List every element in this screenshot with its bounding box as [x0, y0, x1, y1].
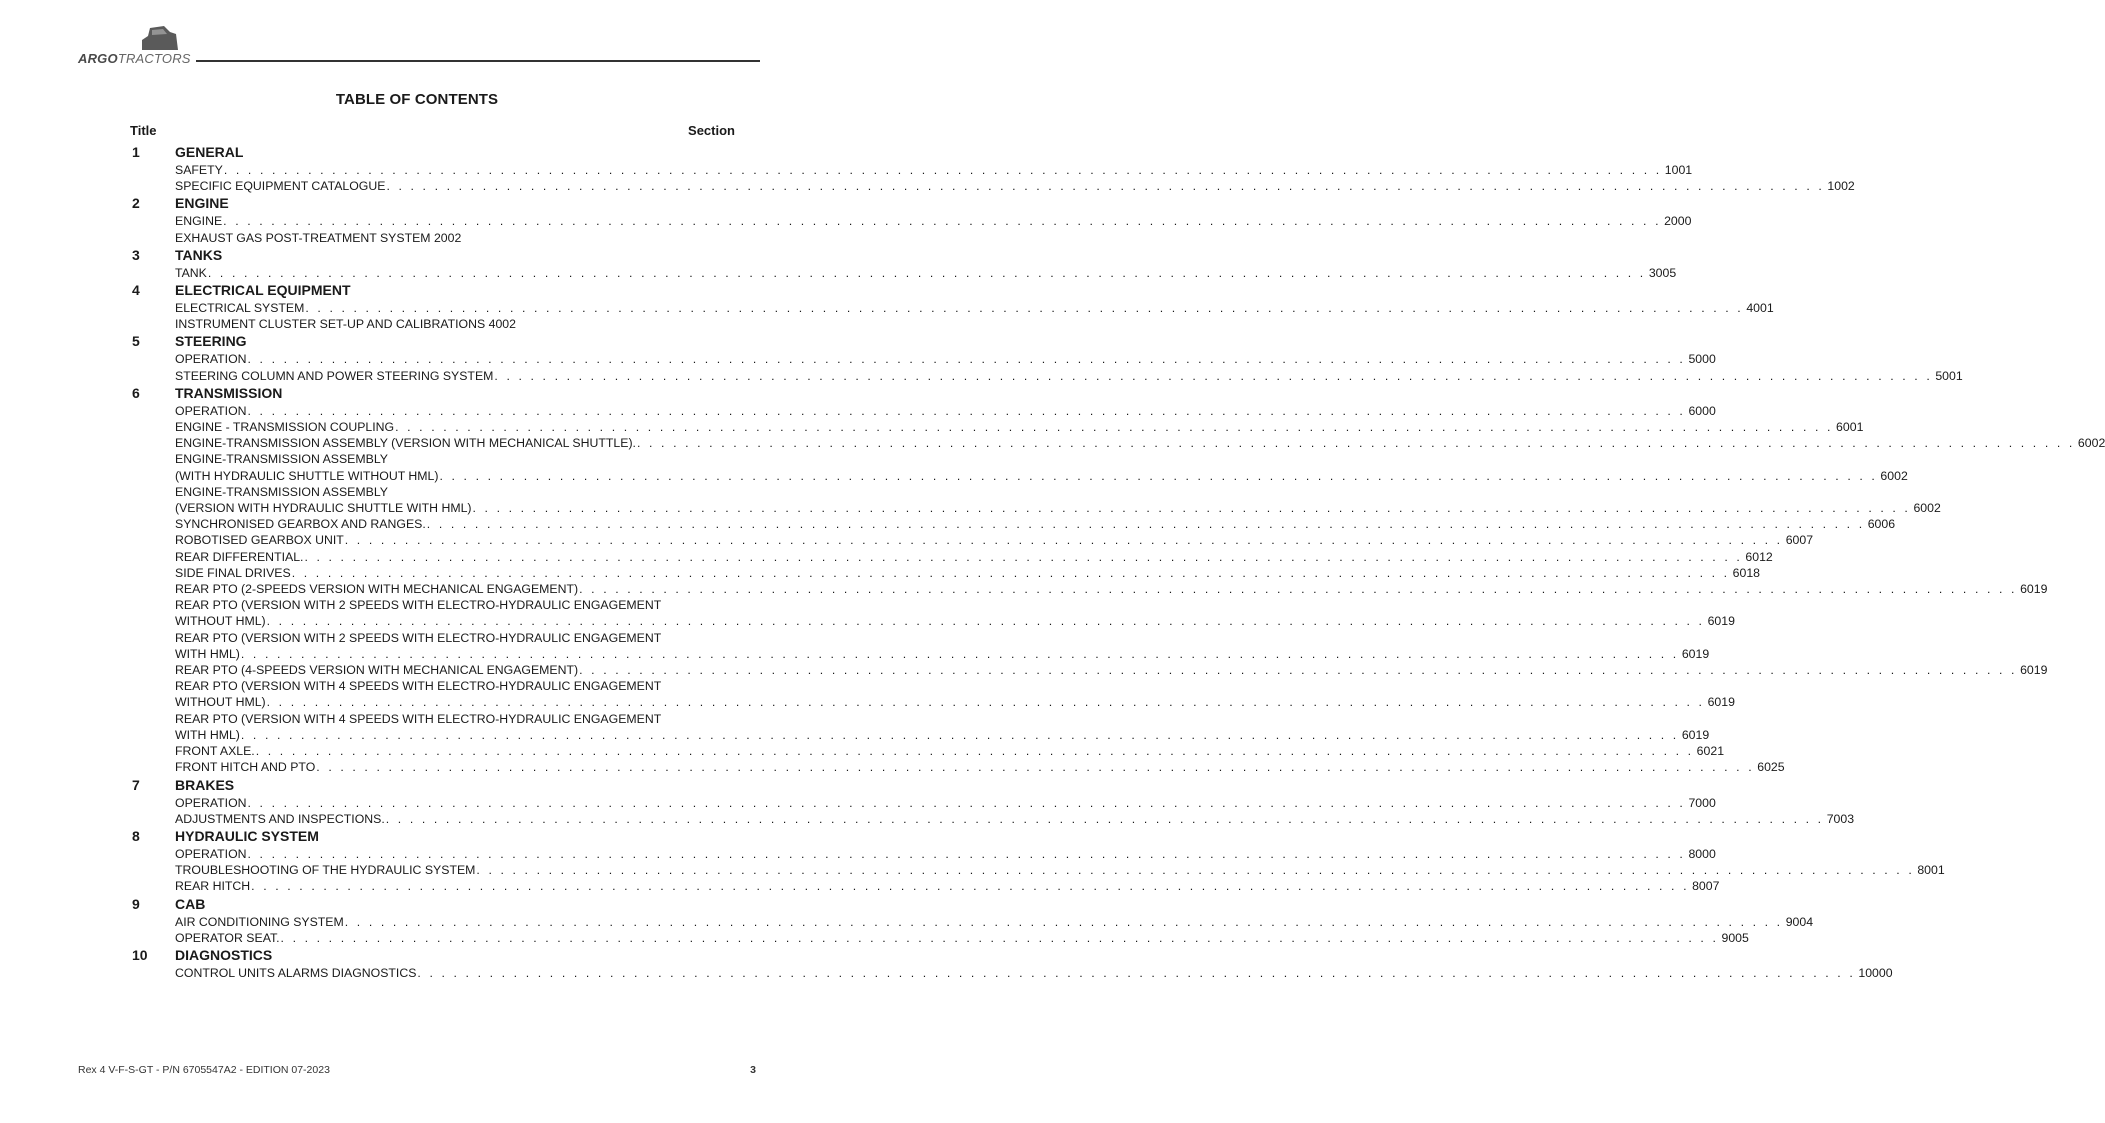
toc-chapter: [130, 776, 1855, 827]
dot-leader: . . . . . . . . . . . . . . . . . . . . . . . . . . . . . . . . . . . . . . . . . . . . . . . . . . . . . . . . . . . . . . . . . . . . . . . . . . . . . . . . . . . . . . . . . . . . . . . . . . . . . . . . . . . . . . . . . . . . . . . .: [636, 436, 2075, 451]
chapter-number: 10: [132, 946, 148, 963]
dot-leader: . . . . . . . . . . . . . . . . . . . . . . . . . . . . . . . . . . . . . . . . . . . . . . . . . . . . . . . . . . . . . . . . . . . . . . . . . . . . . . . . . . . . . . . . . . . . . . . . . . . . . . . . . . . . . . . . . . . . . . . .: [386, 179, 1825, 194]
entry-section-number: 6019: [1707, 614, 1735, 629]
tractor-logo-icon: [136, 22, 180, 52]
toc-entry[interactable]: [175, 743, 1725, 759]
entry-section-number: 6019: [1707, 695, 1735, 710]
chapter-number: 4: [132, 282, 140, 299]
entry-section-number: 6019: [2020, 663, 2048, 678]
entry-text: ENGINE-TRANSMISSION ASSEMBLY (VERSION WITH MECHANICAL SHUTTLE).: [175, 436, 636, 451]
entry-section-number: 6002: [1880, 468, 1908, 483]
dot-leader: . . . . . . . . . . . . . . . . . . . . . . . . . . . . . . . . . . . . . . . . . . . . . . . . . . . . . . . . . . . . . . . . . . . . . . . . . . . . . . . . . . . . . . . . . . . . . . . . . . . . . . . . . . . . . . . . . . . . . . . .: [291, 565, 1730, 580]
entry-text: ADJUSTMENTS AND INSPECTIONS.: [175, 811, 385, 826]
entry-text: ELECTRICAL SYSTEM: [175, 301, 305, 316]
toc-entry[interactable]: [175, 914, 1814, 930]
dot-leader: . . . . . . . . . . . . . . . . . . . . . . . . . . . . . . . . . . . . . . . . . . . . . . . . . . . . . . . . . . . . . . . . . . . . . . . . . . . . . . . . . . . . . . . . . . . . . . . . . . . . . . . . . . . . . . . . . . . . . . . .: [316, 760, 1755, 775]
chapter-title[interactable]: HYDRAULIC SYSTEM: [175, 827, 319, 844]
entry-section-number: 6002: [2077, 436, 2105, 451]
toc-entry[interactable]: [175, 300, 1774, 316]
entry-text: FRONT HITCH AND PTO: [175, 760, 316, 775]
toc-entry[interactable]: [175, 451, 1908, 483]
toc-entry[interactable]: [175, 630, 1710, 662]
dot-leader: . . . . . . . . . . . . . . . . . . . . . . . . . . . . . . . . . . . . . . . . . . . . . . . . . . . . . . . . . . . . . . . . . . . . . . . . . . . . . . . . . . . . . . . . . . . . . . . . . . . . . . . . . . . . . . . . . . . . . . . .: [280, 930, 1719, 945]
entry-text: ROBOTISED GEARBOX UNIT: [175, 533, 344, 548]
column-header-section: Section: [688, 123, 735, 138]
toc-entry[interactable]: [175, 368, 1963, 384]
entry-text: REAR PTO (VERSION WITH 2 SPEEDS WITH ELECTRO-HYDRAULIC ENGAGEMENT: [175, 598, 662, 613]
entry-section-number: 6000: [1688, 403, 1716, 418]
entry-text: INSTRUMENT CLUSTER SET-UP AND CALIBRATIONS 4002: [175, 317, 516, 332]
dot-leader: . . . . . . . . . . . . . . . . . . . . . . . . . . . . . . . . . . . . . . . . . . . . . . . . . . . . . . . . . . . . . . . . . . . . . . . . . . . . . . . . . . . . . . . . . . . . . . . . . . . . . . . . . . . . . . . . . . . . . . . .: [476, 863, 1915, 878]
toc-entry[interactable]: [175, 862, 1945, 878]
dot-leader: . . . . . . . . . . . . . . . . . . . . . . . . . . . . . . . . . . . . . . . . . . . . . . . . . . . . . . . . . . . . . . . . . . . . . . . . . . . . . . . . . . . . . . . . . . . . . . . . . . . . . . . . . . . . . . . . . . . . . . . .: [223, 214, 1662, 229]
dot-leader: . . . . . . . . . . . . . . . . . . . . . . . . . . . . . . . . . . . . . . . . . . . . . . . . . . . . . . . . . . . . . . . . . . . . . . . . . . . . . . . . . . . . . . . . . . . . . . . . . . . . . . . . . . . . . . . . . . . . . . . .: [304, 549, 1743, 564]
toc-entry[interactable]: [175, 759, 1785, 775]
entry-section-number: 6019: [2020, 582, 2048, 597]
header-rule: [196, 60, 760, 62]
entry-section-number: 8001: [1917, 863, 1945, 878]
chapter-title[interactable]: TANKS: [175, 246, 223, 263]
chapter-title[interactable]: ENGINE: [175, 195, 229, 212]
toc-entry[interactable]: [175, 581, 2048, 597]
dot-leader: . . . . . . . . . . . . . . . . . . . . . . . . . . . . . . . . . . . . . . . . . . . . . . . . . . . . . . . . . . . . . . . . . . . . . . . . . . . . . . . . . . . . . . . . . . . . . . . . . . . . . . . . . . . . . . . . . . . . . . . .: [247, 352, 1686, 367]
chapter-number: 8: [132, 827, 140, 844]
toc-entry[interactable]: [175, 597, 1735, 629]
chapter-title[interactable]: ELECTRICAL EQUIPMENT: [175, 282, 351, 299]
chapter-number: 5: [132, 333, 140, 350]
toc-chapter: [130, 332, 1963, 383]
dot-leader: . . . . . . . . . . . . . . . . . . . . . . . . . . . . . . . . . . . . . . . . . . . . . . . . . . . . . . . . . . . . . . . . . . . . . . . . . . . . . . . . . . . . . . . . . . . . . . . . . . . . . . . . . . . . . . . . . . . . . . . .: [251, 879, 1690, 894]
toc-entry[interactable]: [175, 484, 1941, 516]
entry-section-number: 6012: [1745, 549, 1773, 564]
entry-section-number: 8000: [1688, 846, 1716, 861]
brand-bold: ARGO: [78, 51, 118, 66]
chapter-title[interactable]: TRANSMISSION: [175, 384, 283, 401]
entry-section-number: 6007: [1785, 533, 1814, 548]
entry-text: CONTROL UNITS ALARMS DIAGNOSTICS: [175, 965, 417, 980]
toc-chapter: [130, 246, 1677, 281]
toc-entry[interactable]: [175, 316, 735, 332]
toc-entry[interactable]: [175, 265, 1677, 281]
dot-leader: . . . . . . . . . . . . . . . . . . . . . . . . . . . . . . . . . . . . . . . . . . . . . . . . . . . . . . . . . . . . . . . . . . . . . . . . . . . . . . . . . . . . . . . . . . . . . . . . . . . . . . . . . . . . . . . . . . . . . . . .: [266, 614, 1705, 629]
chapter-number: 9: [132, 895, 140, 912]
chapter-number: 3: [132, 246, 140, 263]
dot-leader: . . . . . . . . . . . . . . . . . . . . . . . . . . . . . . . . . . . . . . . . . . . . . . . . . . . . . . . . . . . . . . . . . . . . . . . . . . . . . . . . . . . . . . . . . . . . . . . . . . . . . . . . . . . . . . . . . . . . . . . .: [255, 744, 1694, 759]
toc-list: [130, 143, 2105, 981]
dot-leader: . . . . . . . . . . . . . . . . . . . . . . . . . . . . . . . . . . . . . . . . . . . . . . . . . . . . . . . . . . . . . . . . . . . . . . . . . . . . . . . . . . . . . . . . . . . . . . . . . . . . . . . . . . . . . . . . . . . . . . . .: [223, 163, 1662, 177]
entry-section-number: 6001: [1836, 420, 1864, 435]
chapter-title[interactable]: CAB: [175, 895, 206, 912]
entry-section-number: 9005: [1721, 930, 1749, 945]
entry-section-number: 7000: [1688, 795, 1716, 810]
dot-leader: . . . . . . . . . . . . . . . . . . . . . . . . . . . . . . . . . . . . . . . . . . . . . . . . . . . . . . . . . . . . . . . . . . . . . . . . . . . . . . . . . . . . . . . . . . . . . . . . . . . . . . . . . . . . . . . . . . . . . . . .: [207, 265, 1646, 280]
entry-section-number: 10000: [1858, 965, 1893, 980]
dot-leader: . . . . . . . . . . . . . . . . . . . . . . . . . . . . . . . . . . . . . . . . . . . . . . . . . . . . . . . . . . . . . . . . . . . . . . . . . . . . . . . . . . . . . . . . . . . . . . . . . . . . . . . . . . . . . . . . . . . . . . . .: [494, 368, 1933, 383]
dot-leader: . . . . . . . . . . . . . . . . . . . . . . . . . . . . . . . . . . . . . . . . . . . . . . . . . . . . . . . . . . . . . . . . . . . . . . . . . . . . . . . . . . . . . . . . . . . . . . . . . . . . . . . . . . . . . . . . . . . . . . . .: [385, 811, 1824, 826]
dot-leader: . . . . . . . . . . . . . . . . . . . . . . . . . . . . . . . . . . . . . . . . . . . . . . . . . . . . . . . . . . . . . . . . . . . . . . . . . . . . . . . . . . . . . . . . . . . . . . . . . . . . . . . . . . . . . . . . . . . . . . . .: [266, 695, 1705, 710]
entry-section-number: 4001: [1746, 301, 1774, 316]
chapter-title[interactable]: GENERAL: [175, 144, 244, 160]
dot-leader: . . . . . . . . . . . . . . . . . . . . . . . . . . . . . . . . . . . . . . . . . . . . . . . . . . . . . . . . . . . . . . . . . . . . . . . . . . . . . . . . . . . . . . . . . . . . . . . . . . . . . . . . . . . . . . . . . . . . . . . .: [344, 533, 1783, 548]
chapter-number: 2: [132, 195, 140, 212]
entry-text: REAR PTO (VERSION WITH 2 SPEEDS WITH ELECTRO-HYDRAULIC ENGAGEMENT: [175, 630, 662, 645]
toc-entry[interactable]: [175, 795, 1716, 811]
entry-section-number: 6019: [1681, 646, 1710, 661]
dot-leader: . . . . . . . . . . . . . . . . . . . . . . . . . . . . . . . . . . . . . . . . . . . . . . . . . . . . . . . . . . . . . . . . . . . . . . . . . . . . . . . . . . . . . . . . . . . . . . . . . . . . . . . . . . . . . . . . . . . . . . . .: [472, 501, 1911, 516]
entry-text: ENGINE - TRANSMISSION COUPLING: [175, 420, 395, 435]
toc-entry[interactable]: [175, 178, 1855, 194]
toc-chapter: [130, 194, 1692, 245]
toc-entry[interactable]: [175, 549, 1773, 565]
chapter-title[interactable]: DIAGNOSTICS: [175, 946, 273, 963]
dot-leader: . . . . . . . . . . . . . . . . . . . . . . . . . . . . . . . . . . . . . . . . . . . . . . . . . . . . . . . . . . . . . . . . . . . . . . . . . . . . . . . . . . . . . . . . . . . . . . . . . . . . . . . . . . . . . . . . . . . . . . . .: [439, 468, 1878, 483]
entry-text: WITHOUT HML): [175, 614, 266, 629]
entry-text: EXHAUST GAS POST-TREATMENT SYSTEM 2002: [175, 230, 462, 245]
footer-page-number: 3: [750, 1064, 756, 1076]
toc-entry[interactable]: [175, 213, 1692, 229]
entry-text: REAR PTO (VERSION WITH 4 SPEEDS WITH ELECTRO-HYDRAULIC ENGAGEMENT: [175, 679, 662, 694]
entry-text: REAR PTO (VERSION WITH 4 SPEEDS WITH ELECTRO-HYDRAULIC ENGAGEMENT: [175, 711, 662, 726]
dot-leader: . . . . . . . . . . . . . . . . . . . . . . . . . . . . . . . . . . . . . . . . . . . . . . . . . . . . . . . . . . . . . . . . . . . . . . . . . . . . . . . . . . . . . . . . . . . . . . . . . . . . . . . . . . . . . . . . . . . . . . . .: [240, 727, 1679, 742]
entry-text: SAFETY: [175, 163, 223, 177]
dot-leader: . . . . . . . . . . . . . . . . . . . . . . . . . . . . . . . . . . . . . . . . . . . . . . . . . . . . . . . . . . . . . . . . . . . . . . . . . . . . . . . . . . . . . . . . . . . . . . . . . . . . . . . . . . . . . . . . . . . . . . . .: [417, 965, 1856, 980]
dot-leader: . . . . . . . . . . . . . . . . . . . . . . . . . . . . . . . . . . . . . . . . . . . . . . . . . . . . . . . . . . . . . . . . . . . . . . . . . . . . . . . . . . . . . . . . . . . . . . . . . . . . . . . . . . . . . . . . . . . . . . . .: [247, 403, 1686, 418]
entry-text: WITH HML): [175, 646, 240, 661]
column-header-title: Title: [130, 123, 157, 138]
entry-text: OPERATION: [175, 795, 247, 810]
toc-entry[interactable]: [175, 711, 1710, 743]
entry-text: (VERSION WITH HYDRAULIC SHUTTLE WITH HML): [175, 501, 472, 516]
entry-section-number: 7003: [1826, 811, 1855, 826]
entry-section-number: 6002: [1913, 501, 1941, 516]
entry-section-number: 1002: [1827, 179, 1855, 194]
toc-entry[interactable]: [175, 403, 1716, 419]
chapter-number: 6: [132, 384, 140, 401]
toc-chapter: [130, 946, 1893, 981]
dot-leader: . . . . . . . . . . . . . . . . . . . . . . . . . . . . . . . . . . . . . . . . . . . . . . . . . . . . . . . . . . . . . . . . . . . . . . . . . . . . . . . . . . . . . . . . . . . . . . . . . . . . . . . . . . . . . . . . . . . . . . . .: [395, 420, 1834, 435]
entry-text: OPERATION: [175, 403, 247, 418]
entry-text: REAR PTO (2-SPEEDS VERSION WITH MECHANICAL ENGAGEMENT): [175, 582, 579, 597]
entry-section-number: 3005: [1648, 265, 1677, 280]
dot-leader: . . . . . . . . . . . . . . . . . . . . . . . . . . . . . . . . . . . . . . . . . . . . . . . . . . . . . . . . . . . . . . . . . . . . . . . . . . . . . . . . . . . . . . . . . . . . . . . . . . . . . . . . . . . . . . . . . . . . . . . .: [247, 846, 1686, 861]
entry-text: REAR DIFFERENTIAL.: [175, 549, 304, 564]
dot-leader: . . . . . . . . . . . . . . . . . . . . . . . . . . . . . . . . . . . . . . . . . . . . . . . . . . . . . . . . . . . . . . . . . . . . . . . . . . . . . . . . . . . . . . . . . . . . . . . . . . . . . . . . . . . . . . . . . . . . . . . .: [579, 582, 2018, 597]
entry-text: WITHOUT HML): [175, 695, 266, 710]
toc-entry[interactable]: [175, 162, 1693, 178]
entry-text: REAR HITCH: [175, 879, 251, 894]
entry-section-number: 6025: [1757, 760, 1785, 775]
dot-leader: . . . . . . . . . . . . . . . . . . . . . . . . . . . . . . . . . . . . . . . . . . . . . . . . . . . . . . . . . . . . . . . . . . . . . . . . . . . . . . . . . . . . . . . . . . . . . . . . . . . . . . . . . . . . . . . . . . . . . . . .: [305, 301, 1744, 316]
chapter-number: 1: [132, 144, 140, 160]
dot-leader: . . . . . . . . . . . . . . . . . . . . . . . . . . . . . . . . . . . . . . . . . . . . . . . . . . . . . . . . . . . . . . . . . . . . . . . . . . . . . . . . . . . . . . . . . . . . . . . . . . . . . . . . . . . . . . . . . . . . . . . .: [344, 914, 1783, 929]
entry-section-number: 9004: [1785, 914, 1814, 929]
toc-chapter: [130, 384, 2105, 776]
dot-leader: . . . . . . . . . . . . . . . . . . . . . . . . . . . . . . . . . . . . . . . . . . . . . . . . . . . . . . . . . . . . . . . . . . . . . . . . . . . . . . . . . . . . . . . . . . . . . . . . . . . . . . . . . . . . . . . . . . . . . . . .: [247, 795, 1686, 810]
chapter-title[interactable]: STEERING: [175, 333, 247, 350]
entry-text: AIR CONDITIONING SYSTEM: [175, 914, 344, 929]
toc-chapter: [130, 143, 1855, 194]
entry-section-number: 6019: [1681, 727, 1710, 742]
footer-doc-ref: Rex 4 V-F-S-GT - P/N 6705547A2 - EDITION 07-2023: [78, 1064, 330, 1076]
dot-leader: . . . . . . . . . . . . . . . . . . . . . . . . . . . . . . . . . . . . . . . . . . . . . . . . . . . . . . . . . . . . . . . . . . . . . . . . . . . . . . . . . . . . . . . . . . . . . . . . . . . . . . . . . . . . . . . . . . . . . . . .: [426, 517, 1865, 532]
entry-section-number: 5000: [1688, 352, 1716, 367]
entry-section-number: 6021: [1696, 744, 1725, 759]
toc-chapter: [130, 281, 1774, 332]
entry-text: REAR PTO (4-SPEEDS VERSION WITH MECHANICAL ENGAGEMENT): [175, 663, 579, 678]
entry-text: WITH HML): [175, 727, 240, 742]
toc-entry[interactable]: [175, 930, 1749, 946]
toc-entry[interactable]: [175, 878, 1720, 894]
entry-text: SPECIFIC EQUIPMENT CATALOGUE: [175, 179, 386, 194]
entry-text: SIDE FINAL DRIVES: [175, 565, 291, 580]
page-header: [78, 22, 760, 66]
entry-text: STEERING COLUMN AND POWER STEERING SYSTEM: [175, 368, 494, 383]
toc-entry[interactable]: [175, 678, 1735, 710]
entry-section-number: 2000: [1664, 214, 1692, 229]
brand-logo-text: [78, 51, 191, 66]
entry-text: SYNCHRONISED GEARBOX AND RANGES.: [175, 517, 426, 532]
entry-text: ENGINE-TRANSMISSION ASSEMBLY: [175, 452, 388, 467]
entry-section-number: 6006: [1867, 517, 1896, 532]
brand-light: TRACTORS: [117, 51, 191, 66]
entry-text: OPERATOR SEAT.: [175, 930, 280, 945]
entry-text: ENGINE: [175, 214, 223, 229]
entry-section-number: 5001: [1935, 368, 1963, 383]
toc-chapter: [130, 895, 1814, 946]
entry-text: FRONT AXLE.: [175, 744, 255, 759]
entry-text: ENGINE-TRANSMISSION ASSEMBLY: [175, 484, 388, 499]
entry-text: (WITH HYDRAULIC SHUTTLE WITHOUT HML): [175, 468, 439, 483]
toc-entry[interactable]: [175, 965, 1893, 981]
toc-entry[interactable]: [175, 230, 735, 246]
dot-leader: . . . . . . . . . . . . . . . . . . . . . . . . . . . . . . . . . . . . . . . . . . . . . . . . . . . . . . . . . . . . . . . . . . . . . . . . . . . . . . . . . . . . . . . . . . . . . . . . . . . . . . . . . . . . . . . . . . . . . . . .: [240, 646, 1679, 661]
toc-entry[interactable]: [175, 532, 1814, 548]
toc-entry[interactable]: [175, 662, 2048, 678]
entry-text: OPERATION: [175, 352, 247, 367]
chapter-number: 7: [132, 776, 140, 793]
page-title: TABLE OF CONTENTS: [335, 91, 499, 108]
toc-entry[interactable]: [175, 811, 1855, 827]
toc-entry[interactable]: [175, 419, 1864, 435]
toc-entry[interactable]: [175, 516, 1896, 532]
dot-leader: . . . . . . . . . . . . . . . . . . . . . . . . . . . . . . . . . . . . . . . . . . . . . . . . . . . . . . . . . . . . . . . . . . . . . . . . . . . . . . . . . . . . . . . . . . . . . . . . . . . . . . . . . . . . . . . . . . . . . . . .: [579, 663, 2018, 678]
toc-entry[interactable]: [175, 846, 1716, 862]
toc-entry[interactable]: [175, 565, 1761, 581]
entry-text: OPERATION: [175, 846, 247, 861]
entry-text: TANK: [175, 265, 207, 280]
entry-section-number: 8007: [1692, 879, 1720, 894]
entry-section-number: 1001: [1664, 163, 1693, 177]
entry-section-number: 6018: [1732, 565, 1761, 580]
toc-chapter: [130, 827, 1945, 895]
chapter-title[interactable]: BRAKES: [175, 776, 235, 793]
toc-entry[interactable]: [175, 351, 1716, 367]
entry-text: TROUBLESHOOTING OF THE HYDRAULIC SYSTEM: [175, 863, 476, 878]
toc-entry[interactable]: [175, 435, 2105, 451]
